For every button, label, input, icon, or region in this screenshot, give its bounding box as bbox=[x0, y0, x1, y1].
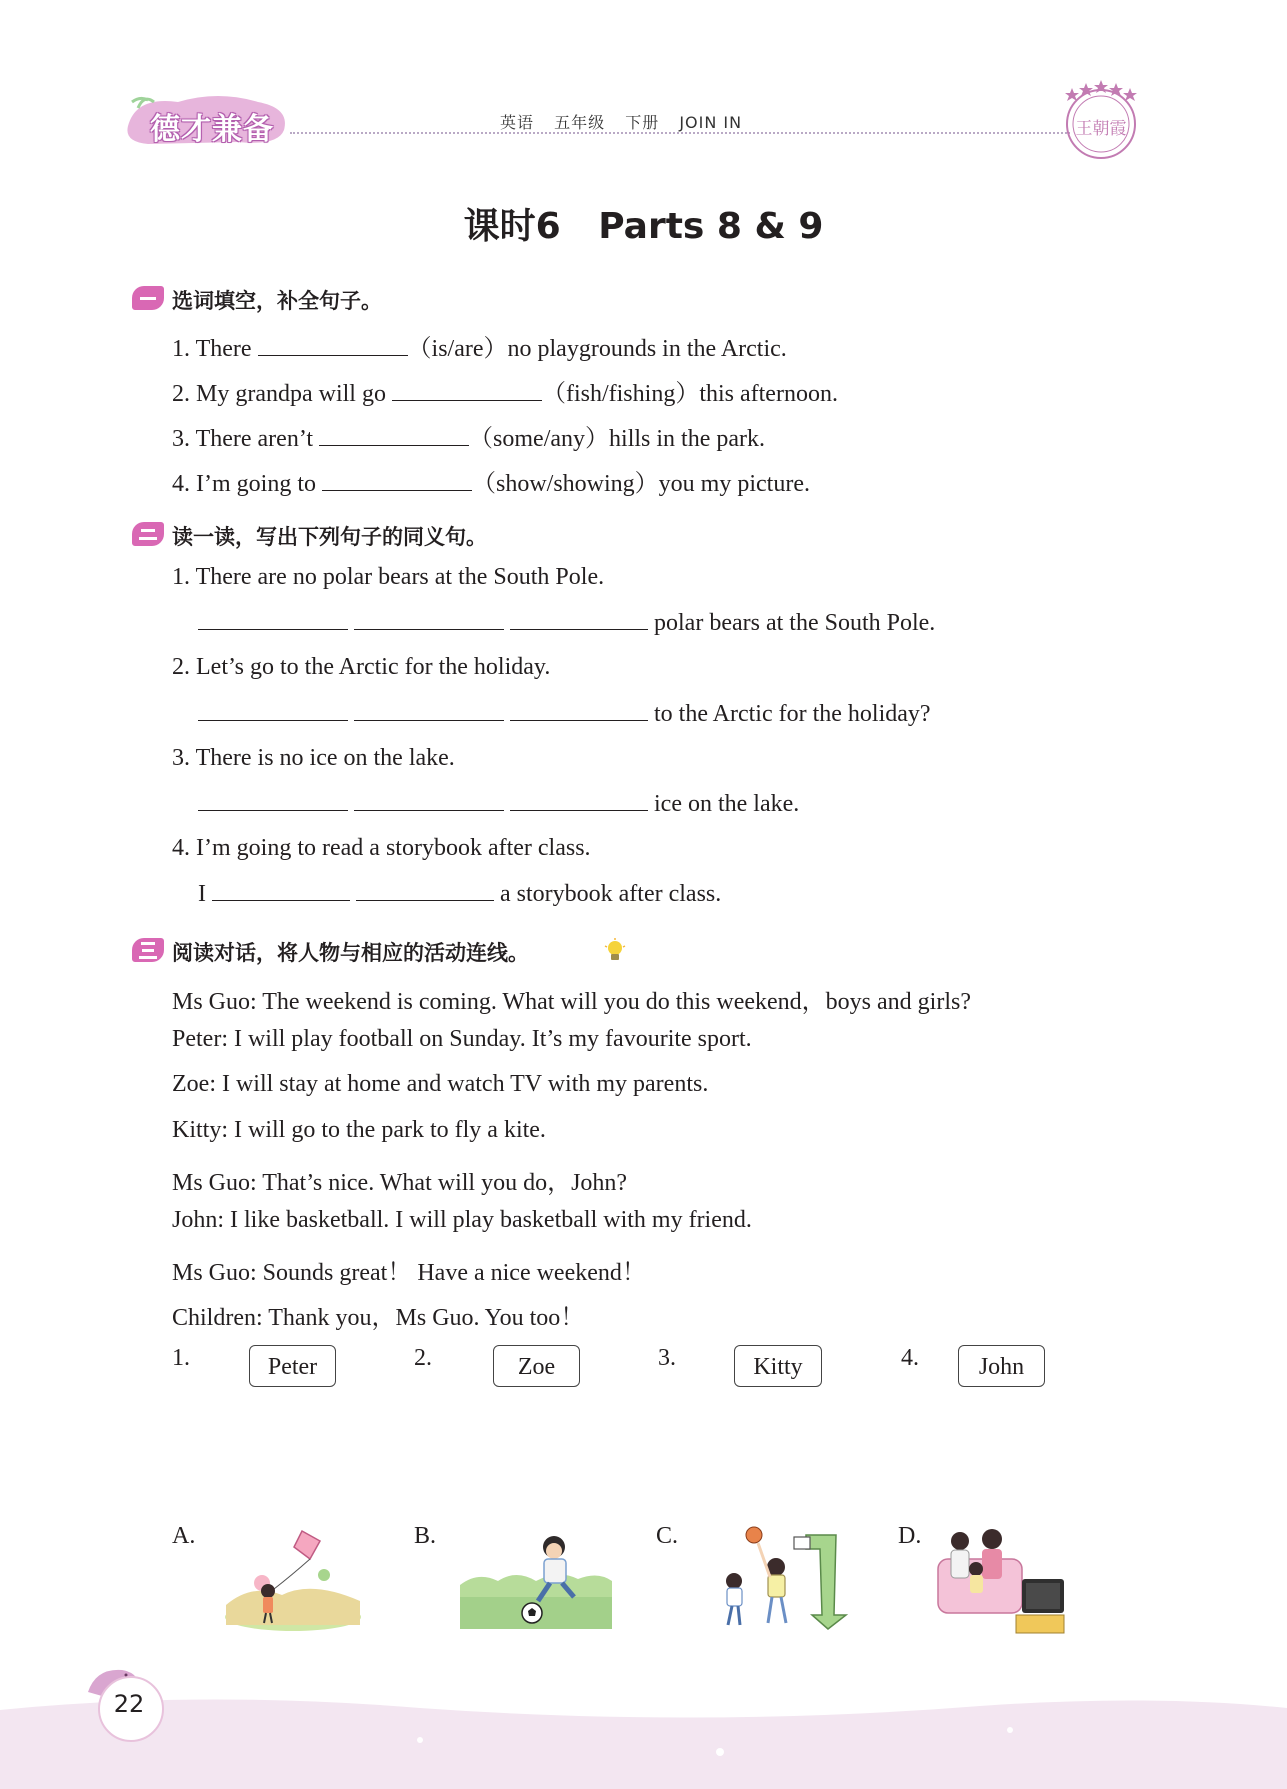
s2-1-blank-b[interactable] bbox=[354, 609, 504, 630]
s1-item-4: 4. I’m going to （show/showing）you my picture. bbox=[172, 471, 810, 497]
section2-title: 读一读，写出下列句子的同义句。 bbox=[172, 525, 487, 549]
page-number: 22 bbox=[113, 1690, 145, 1718]
s2-2-blank-b[interactable] bbox=[354, 700, 504, 721]
s1-blank-3[interactable] bbox=[319, 425, 469, 446]
header-meta bbox=[500, 110, 756, 133]
s2-sentence-2: 2. Let’s go to the Arctic for the holiday. bbox=[172, 654, 551, 680]
dialogue-line-6: John: I like basketball. I will play basketball with my friend. bbox=[172, 1207, 752, 1233]
lesson-title: 课时6 Parts 8 & 9 bbox=[463, 206, 824, 247]
dialogue-line-7: Ms Guo: Sounds great！ Have a nice weekend！ bbox=[172, 1260, 646, 1286]
s2-3-blank-a[interactable] bbox=[198, 790, 348, 811]
seal-icon bbox=[1062, 80, 1140, 162]
picture-label-b: B. bbox=[414, 1523, 437, 1549]
picture-label-c: C. bbox=[656, 1523, 679, 1549]
picture-label-a: A. bbox=[172, 1523, 196, 1549]
section3-badge bbox=[132, 938, 164, 962]
dialogue-line-3: Zoe: I will stay at home and watch TV with my parents. bbox=[172, 1071, 709, 1097]
watching-tv-icon[interactable] bbox=[936, 1525, 1072, 1635]
person-box-john[interactable]: John bbox=[958, 1345, 1045, 1387]
s2-3-blank-b[interactable] bbox=[354, 790, 504, 811]
s2-sentence-1: 1. There are no polar bears at the South Pole. bbox=[172, 564, 605, 590]
s1-blank-4[interactable] bbox=[322, 470, 472, 491]
s2-4-blank-a[interactable] bbox=[212, 880, 350, 901]
footer-band bbox=[0, 1690, 1287, 1789]
seal-text: 王朝霞 bbox=[1075, 119, 1127, 139]
header-subject: 英语 bbox=[500, 113, 535, 132]
person-number-1: 1. bbox=[172, 1345, 190, 1371]
dialogue-line-2: Peter: I will play football on Sunday. It’s my favourite sport. bbox=[172, 1026, 752, 1052]
person-number-2: 2. bbox=[414, 1345, 432, 1371]
s2-answer-4: I a storybook after class. bbox=[198, 881, 722, 907]
section2-badge bbox=[132, 522, 164, 546]
logo-text: 德才兼备 bbox=[150, 112, 274, 147]
s2-3-blank-c[interactable] bbox=[510, 790, 648, 811]
s2-sentence-3: 3. There is no ice on the lake. bbox=[172, 745, 455, 771]
s2-2-blank-a[interactable] bbox=[198, 700, 348, 721]
basketball-icon[interactable] bbox=[706, 1525, 852, 1633]
s2-sentence-4: 4. I’m going to read a storybook after class. bbox=[172, 835, 591, 861]
person-box-peter[interactable]: Peter bbox=[249, 1345, 336, 1387]
person-number-4: 4. bbox=[901, 1345, 919, 1371]
picture-label-d: D. bbox=[898, 1523, 922, 1549]
s1-blank-1[interactable] bbox=[258, 335, 408, 356]
s1-item-3: 3. There aren’t （some/any）hills in the park. bbox=[172, 426, 766, 452]
lightbulb-icon bbox=[604, 938, 626, 964]
s2-1-blank-a[interactable] bbox=[198, 609, 348, 630]
section1-badge bbox=[132, 286, 164, 310]
dialogue-line-1: Ms Guo: The weekend is coming. What will you do this weekend，boys and girls? bbox=[172, 989, 971, 1015]
s2-answer-3: ice on the lake. bbox=[198, 790, 799, 818]
s2-2-blank-c[interactable] bbox=[510, 700, 648, 721]
s2-answer-1: polar bears at the South Pole. bbox=[198, 609, 935, 637]
section3-title: 阅读对话，将人物与相应的活动连线。 bbox=[172, 941, 529, 965]
s2-4-blank-b[interactable] bbox=[356, 880, 494, 901]
header-grade: 五年级 bbox=[554, 113, 606, 132]
s1-item-1: 1. There （is/are）no playgrounds in the Arctic. bbox=[172, 336, 787, 362]
kite-flying-icon[interactable] bbox=[222, 1525, 364, 1633]
s1-blank-2[interactable] bbox=[392, 380, 542, 401]
dialogue-line-5: Ms Guo: That’s nice. What will you do，John? bbox=[172, 1170, 628, 1196]
dialogue-line-8: Children: Thank you，Ms Guo. You too！ bbox=[172, 1305, 585, 1331]
header-volume: 下册 bbox=[625, 113, 660, 132]
person-box-zoe[interactable]: Zoe bbox=[493, 1345, 580, 1387]
s1-item-2: 2. My grandpa will go （fish/fishing）this afternoon. bbox=[172, 381, 838, 407]
person-box-kitty[interactable]: Kitty bbox=[734, 1345, 822, 1387]
person-number-3: 3. bbox=[658, 1345, 676, 1371]
section1-title: 选词填空，补全句子。 bbox=[172, 289, 382, 313]
dialogue-line-4: Kitty: I will go to the park to fly a kite. bbox=[172, 1117, 546, 1143]
s2-1-blank-c[interactable] bbox=[510, 609, 648, 630]
football-icon[interactable] bbox=[458, 1525, 614, 1633]
header-edition: JOIN IN bbox=[679, 113, 743, 132]
s2-answer-2: to the Arctic for the holiday? bbox=[198, 700, 931, 728]
